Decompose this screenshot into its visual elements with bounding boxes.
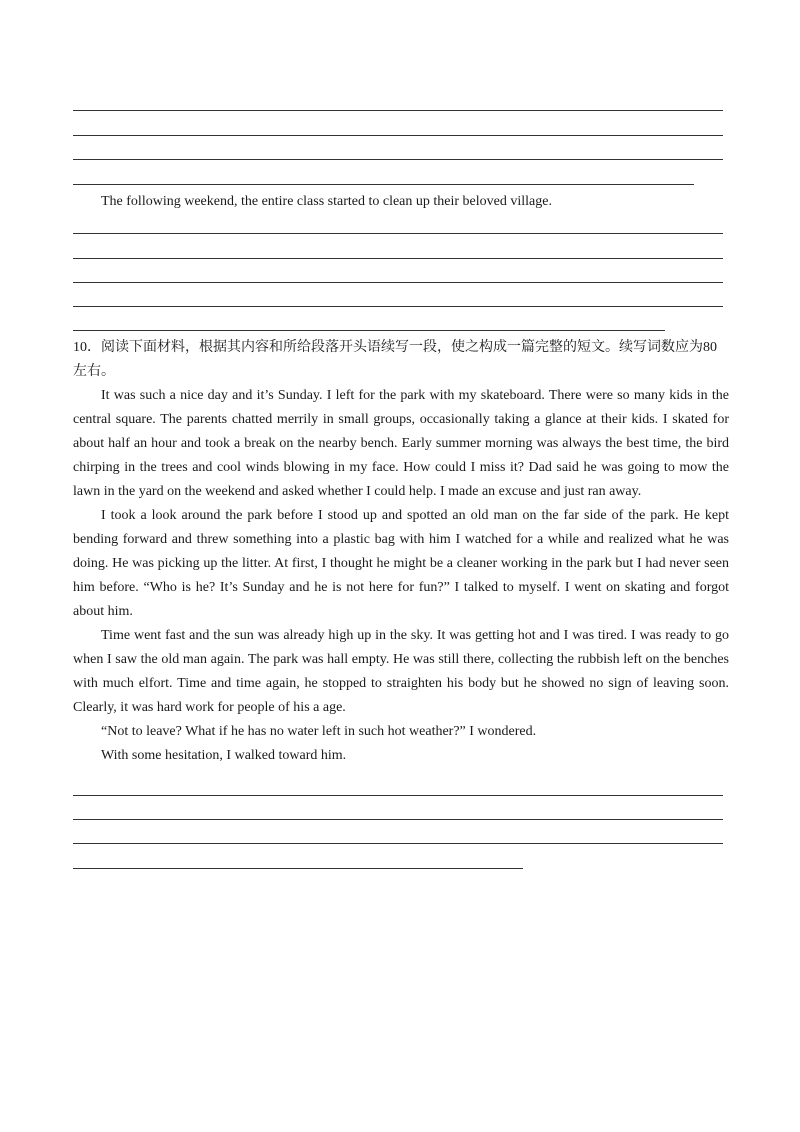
question-instruction-text: 阅读下面材料，根据其内容和所给段落开头语续写一段，使之构成一篇完整的短文。续写词数应为80左右。 — [73, 340, 717, 379]
writing-line — [73, 843, 723, 844]
writing-line — [73, 110, 723, 111]
continuation-prompt: The following weekend, the entire class started to clean up their beloved village. — [101, 194, 552, 209]
passage-paragraph: I took a look around the park before I stood up and spotted an old man on the far side of the park. He kept bending forward and threw something into a plastic bag with him I watched for a while and realized what he was doing. He was picking up the litter. At first, I thought he might be a cleaner working in the park but I had never seen him before. “Who is he? It’s Sunday and he is not here for fun?” I talked to myself. I went on skating and forgot about him. — [73, 508, 729, 619]
passage-paragraph: With some hesitation, I walked toward him. — [101, 748, 347, 763]
passage-paragraph: Time went fast and the sun was already high up in the sky. It was getting hot and I was tired. I was ready to go when I saw the old man again. The park was hall empty. He was still there, collecting the rubbish left on the benches with much elfort. Time and time again, he stopped to straighten his body but he showed no sign of leaving soon. Clearly, it was hard work for people of his a age. — [73, 628, 729, 715]
writing-line — [73, 233, 723, 234]
writing-line — [73, 184, 694, 185]
writing-line — [73, 868, 523, 869]
writing-line — [73, 306, 723, 307]
writing-line — [73, 258, 723, 259]
writing-line — [73, 330, 665, 331]
question-10 — [73, 336, 729, 768]
writing-line — [73, 135, 723, 136]
writing-line — [73, 159, 723, 160]
writing-line — [73, 282, 723, 283]
writing-line — [73, 819, 723, 820]
passage-paragraph: It was such a nice day and it’s Sunday. I left for the park with my skateboard. There were so many kids in the central square. The parents chatted merrily in small groups, occasionally taking a glance at their kids. I skated for about half an hour and took a break on the nearby bench. Early summer morning was always the best time, the bird chirping in the trees and cool winds blowing in my face. How could I miss it? Dad said he was going to mow the lawn in the yard on the weekend and asked whether I could help. I made an excuse and just ran away. — [73, 388, 729, 499]
writing-line — [73, 795, 723, 796]
question-instruction — [73, 336, 729, 384]
passage-paragraph: “Not to leave? What if he has no water left in such hot weather?” I wondered. — [101, 724, 537, 739]
question-number: 10． — [73, 340, 101, 355]
